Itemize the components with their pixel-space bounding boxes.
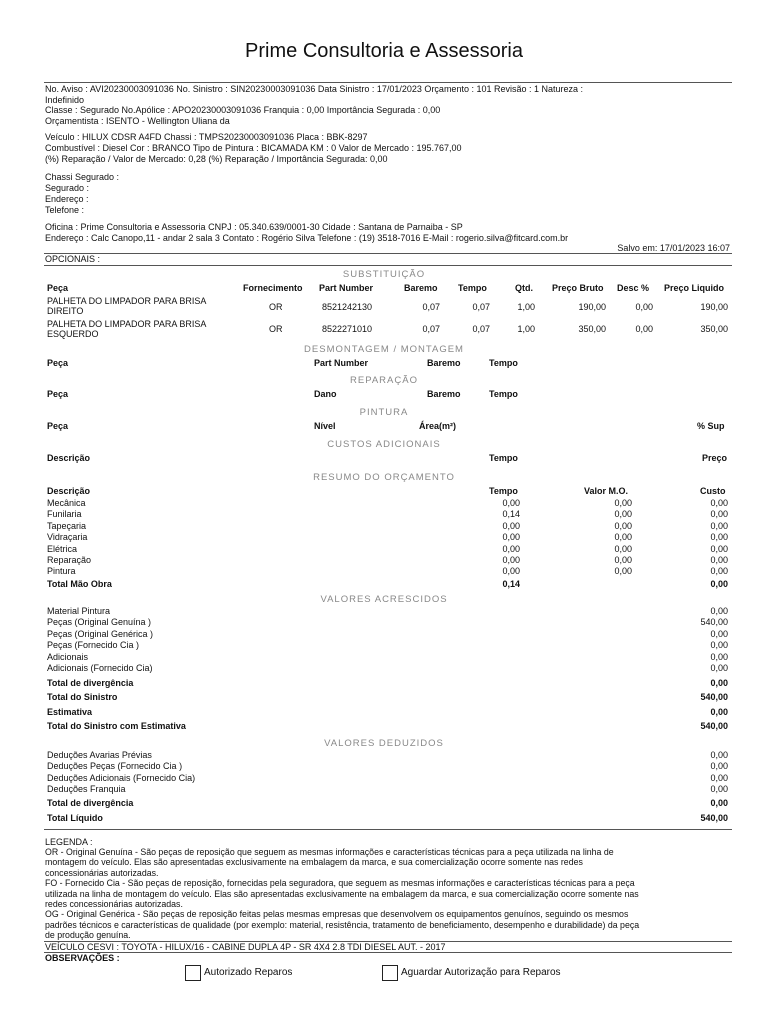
row-desc: 0,00 bbox=[635, 302, 653, 312]
resumo-custo: 0,00 bbox=[710, 543, 728, 554]
deduzido-total-valor: 0,00 bbox=[710, 798, 728, 808]
document-title: Prime Consultoria e Assessoria bbox=[245, 40, 523, 62]
deduzido-descricao: Deduções Adicionais (Fornecido Cia) bbox=[47, 772, 196, 783]
resumo-valor-mo: 0,00 bbox=[614, 543, 632, 554]
peca-line: DIREITO bbox=[47, 306, 84, 316]
total-mao-obra-label: Total Mão Obra bbox=[47, 579, 112, 589]
section-deduzidos: VALORES DEDUZIDOS bbox=[324, 738, 444, 749]
resumo-valor-mo: 0,00 bbox=[614, 509, 632, 520]
resumo-tempo: 0,00 bbox=[502, 543, 520, 554]
section-acrescidos: VALORES ACRESCIDOS bbox=[320, 594, 448, 605]
deduzido-valor: 0,00 bbox=[710, 761, 728, 772]
insured-chassis-line: Chassi Segurado : bbox=[45, 172, 120, 182]
saved-date: Salvo em: 17/01/2023 16:07 bbox=[617, 243, 730, 253]
resumo-valor-mo: 0,00 bbox=[614, 566, 632, 577]
deduzido-descricao: Deduções Avarias Prévias bbox=[47, 750, 152, 760]
resumo-tempo: 0,00 bbox=[502, 566, 520, 577]
col-preco-liquido: Preço Liquido bbox=[664, 283, 725, 293]
peca-line: ESQUERDO bbox=[47, 329, 99, 339]
row-liq: 350,00 bbox=[700, 324, 728, 334]
col-valor-mo: Valor M.O. bbox=[584, 486, 629, 496]
acrescido-total-valor: 540,00 bbox=[700, 692, 728, 702]
section-custos: CUSTOS ADICIONAIS bbox=[327, 439, 441, 450]
resumo-custo: 0,00 bbox=[710, 566, 728, 577]
col-tempo: Tempo bbox=[489, 486, 518, 496]
acrescido-valor: 0,00 bbox=[710, 606, 728, 616]
deduzido-valor: 0,00 bbox=[710, 772, 728, 783]
resumo-tempo: 0,00 bbox=[502, 532, 520, 543]
legenda-line: de produção genuína. bbox=[45, 930, 131, 941]
acrescido-total-valor: 0,00 bbox=[710, 707, 728, 717]
row-tempo: 0,07 bbox=[472, 324, 490, 334]
col-baremo: Baremo bbox=[427, 358, 461, 368]
row-qtd: 1,00 bbox=[517, 302, 535, 312]
legenda-line: redes concessionárias autorizadas. bbox=[45, 899, 183, 909]
insured-line: Segurado : bbox=[45, 183, 90, 193]
resumo-custo: 0,00 bbox=[710, 498, 728, 508]
acrescido-total-descricao: Total do Sinistro com Estimativa bbox=[47, 721, 186, 731]
workshop-address-line: Endereço : Calc Canopo,11 - andar 2 sala 3 Contato : Rogério Silva Telefone : (19) 3518-7016 E-Mail : rogerio.silva@fitcard.com.br bbox=[45, 233, 569, 243]
legenda-line: concessionárias autorizadas. bbox=[45, 867, 159, 878]
resumo-custo: 0,00 bbox=[710, 555, 728, 565]
col-preco: Preço bbox=[702, 453, 728, 463]
deduzido-valor: 0,00 bbox=[710, 784, 728, 795]
autorizado-checkbox[interactable] bbox=[185, 965, 201, 981]
fuel-line: Combustível : Diesel Cor : BRANCO Tipo de Pintura : BICAMADA KM : 0 Valor de Mercado : 195.767,00 bbox=[45, 143, 462, 153]
acrescido-total-descricao: Total do Sinistro bbox=[47, 692, 118, 702]
legenda-line: OG - Original Genérica - São peças de reposição feitas pelas mesmas empresas que desenvolvem os equipamentos genuínos, seguindo os mesmos bbox=[45, 909, 629, 920]
acrescido-descricao: Adicionais (Fornecido Cia) bbox=[47, 663, 153, 673]
resumo-valor-mo: 0,00 bbox=[614, 555, 632, 565]
divider bbox=[44, 952, 732, 953]
aguardar-label: Aguardar Autorização para Reparos bbox=[401, 967, 561, 978]
section-reparacao: REPARAÇÃO bbox=[350, 375, 418, 386]
row-tempo: 0,07 bbox=[472, 302, 490, 312]
col-peca: Peça bbox=[47, 283, 69, 293]
resumo-descricao: Reparação bbox=[47, 555, 92, 565]
vehicle-line: Veículo : HILUX CDSR A4FD Chassi : TMPS20230003091036 Placa : BBK-8297 bbox=[45, 132, 368, 142]
resumo-descricao: Pintura bbox=[47, 566, 76, 577]
resumo-tempo: 0,14 bbox=[502, 509, 520, 520]
resumo-tempo: 0,00 bbox=[502, 520, 520, 531]
resumo-valor-mo: 0,00 bbox=[614, 498, 632, 508]
divider bbox=[44, 253, 732, 254]
col-nivel: Nível bbox=[314, 421, 336, 431]
workshop-line: Oficina : Prime Consultoria e Assessoria CNPJ : 05.340.639/0001-30 Cidade : Santana de Parnaiba - SP bbox=[45, 222, 463, 232]
ratio-line: (%) Reparação / Valor de Mercado: 0,28 (%) Reparação / Importância Segurada: 0,00 bbox=[45, 154, 388, 164]
row-bruto: 350,00 bbox=[578, 324, 606, 334]
resumo-descricao: Vidraçaria bbox=[47, 532, 88, 543]
row-qtd: 1,00 bbox=[517, 324, 535, 334]
col-tempo: Tempo bbox=[489, 453, 518, 463]
row-peca bbox=[47, 319, 206, 339]
col-descricao: Descrição bbox=[47, 453, 91, 463]
divider bbox=[44, 82, 732, 83]
resumo-descricao: Tapeçaria bbox=[47, 520, 87, 531]
acrescido-total-descricao: Estimativa bbox=[47, 707, 93, 717]
acrescido-descricao: Adicionais bbox=[47, 651, 89, 662]
autorizado-label: Autorizado Reparos bbox=[204, 967, 293, 978]
row-liq: 190,00 bbox=[700, 302, 728, 312]
col-preco-bruto: Preço Bruto bbox=[552, 283, 604, 293]
acrescido-valor: 0,00 bbox=[710, 628, 728, 639]
opcionais-label: OPCIONAIS : bbox=[45, 254, 101, 264]
row-peca bbox=[47, 296, 206, 316]
acrescido-total-valor: 0,00 bbox=[710, 678, 728, 688]
row-baremo: 0,07 bbox=[422, 324, 440, 334]
row-forn: OR bbox=[269, 302, 283, 312]
veiculo-cesvi: VEÍCULO CESVI : TOYOTA - HILUX/16 - CABINE DUPLA 4P - SR 4X4 2.8 TDI DIESEL AUT. - 2017 bbox=[45, 942, 446, 952]
col-tempo: Tempo bbox=[489, 389, 518, 399]
col-tempo: Tempo bbox=[489, 358, 518, 368]
acrescido-descricao: Peças (Original Genérica ) bbox=[47, 628, 154, 639]
deduzido-total-descricao: Total de divergência bbox=[47, 798, 134, 808]
legenda-title: LEGENDA : bbox=[45, 837, 93, 847]
col-part-number: Part Number bbox=[314, 358, 369, 368]
divider bbox=[44, 829, 732, 830]
legenda-line: FO - Fornecido Cia - São peças de reposição, fornecidas pela seguradora, que seguem as mesmas informações e características técnicas para a peça bbox=[45, 878, 635, 889]
aguardar-checkbox[interactable] bbox=[382, 965, 398, 981]
row-pn: 8522271010 bbox=[322, 324, 373, 334]
resumo-custo: 0,00 bbox=[710, 509, 728, 520]
legenda-line: montagem do veículo. Elas são apresentadas exclusivamente na embalagem da marca, e sua comercialização ocorre somente nas redes bbox=[45, 857, 583, 868]
nature-line: Indefinido bbox=[45, 95, 85, 105]
col-fornecimento: Fornecimento bbox=[243, 283, 303, 293]
col-part-number: Part Number bbox=[319, 283, 374, 293]
legenda-line: OR - Original Genuína - São peças de reposição que seguem as mesmas informações e características técnicas para a peça utilizada na linha de bbox=[45, 847, 614, 857]
col-qtd: Qtd. bbox=[515, 283, 533, 293]
row-forn: OR bbox=[269, 324, 283, 334]
deduzido-total-valor: 540,00 bbox=[700, 813, 728, 823]
col-dano: Dano bbox=[314, 389, 337, 399]
acrescido-valor: 0,00 bbox=[710, 663, 728, 673]
peca-line: PALHETA DO LIMPADOR PARA BRISA bbox=[47, 296, 207, 306]
resumo-tempo: 0,00 bbox=[502, 498, 520, 508]
deduzido-total-descricao: Total Líquido bbox=[47, 813, 103, 823]
resumo-descricao: Elétrica bbox=[47, 543, 78, 554]
observacoes-label: OBSERVAÇÕES : bbox=[45, 953, 120, 963]
legenda-line: utilizada na linha de montagem do veículo. Elas são apresentadas exclusivamente na embalagem da marca, e sua comercialização ocorre somente nas bbox=[45, 888, 639, 899]
resumo-descricao: Mecânica bbox=[47, 498, 86, 508]
col-desc: Desc % bbox=[617, 283, 650, 293]
deduzido-descricao: Deduções Franquia bbox=[47, 784, 126, 795]
resumo-descricao: Funilaria bbox=[47, 509, 82, 520]
claim-line: No. Aviso : AVI20230003091036 No. Sinistro : SIN20230003091036 Data Sinistro : 17/01/2023 Orçamento : 101 Revisão : 1 Natureza : bbox=[45, 84, 584, 94]
acrescido-valor: 0,00 bbox=[710, 640, 728, 651]
section-desmontagem: DESMONTAGEM / MONTAGEM bbox=[304, 344, 464, 355]
total-mao-obra-tempo: 0,14 bbox=[502, 579, 520, 589]
acrescido-valor: 540,00 bbox=[700, 617, 728, 628]
col-sup: % Sup bbox=[697, 421, 725, 431]
divider bbox=[44, 265, 732, 266]
col-baremo: Baremo bbox=[404, 283, 438, 293]
section-pintura: PINTURA bbox=[359, 407, 409, 418]
row-baremo: 0,07 bbox=[422, 302, 440, 312]
resumo-custo: 0,00 bbox=[710, 532, 728, 543]
acrescido-descricao: Material Pintura bbox=[47, 606, 111, 616]
col-descricao: Descrição bbox=[47, 486, 91, 496]
estimator-line: Orçamentista : ISENTO - Wellington Uliana da bbox=[45, 116, 230, 126]
total-mao-obra-custo: 0,00 bbox=[710, 579, 728, 589]
col-tempo: Tempo bbox=[458, 283, 487, 293]
resumo-valor-mo: 0,00 bbox=[614, 520, 632, 531]
row-pn: 8521242130 bbox=[322, 302, 373, 312]
col-baremo: Baremo bbox=[427, 389, 461, 399]
acrescido-valor: 0,00 bbox=[710, 651, 728, 662]
acrescido-descricao: Peças (Original Genuína ) bbox=[47, 617, 152, 628]
col-area: Área(m²) bbox=[419, 421, 457, 431]
col-peca: Peça bbox=[47, 389, 69, 399]
col-peca: Peça bbox=[47, 358, 69, 368]
policy-line: Classe : Segurado No.Apólice : APO20230003091036 Franquia : 0,00 Importância Segurada : 0,00 bbox=[45, 105, 441, 115]
phone-line: Telefone : bbox=[45, 205, 85, 215]
resumo-valor-mo: 0,00 bbox=[614, 532, 632, 543]
col-custo: Custo bbox=[700, 486, 726, 496]
acrescido-total-descricao: Total de divergência bbox=[47, 678, 134, 688]
peca-line: PALHETA DO LIMPADOR PARA BRISA bbox=[47, 319, 207, 329]
section-resumo: RESUMO DO ORÇAMENTO bbox=[313, 472, 455, 483]
resumo-tempo: 0,00 bbox=[502, 555, 520, 565]
legenda-line: padrões técnicos e características de qualidade (por exemplo: material, resistência, tratamento de beneficiamento, desempenho e durabilidade) da peça bbox=[45, 919, 640, 930]
resumo-custo: 0,00 bbox=[710, 520, 728, 531]
section-substituicao: SUBSTITUIÇÃO bbox=[342, 269, 426, 280]
row-bruto: 190,00 bbox=[578, 302, 606, 312]
deduzido-descricao: Deduções Peças (Fornecido Cia ) bbox=[47, 761, 183, 772]
address-line: Endereço : bbox=[45, 194, 89, 204]
col-peca: Peça bbox=[47, 421, 69, 431]
acrescido-total-valor: 540,00 bbox=[700, 721, 728, 731]
row-desc: 0,00 bbox=[635, 324, 653, 334]
deduzido-valor: 0,00 bbox=[710, 750, 728, 760]
acrescido-descricao: Peças (Fornecido Cia ) bbox=[47, 640, 140, 651]
